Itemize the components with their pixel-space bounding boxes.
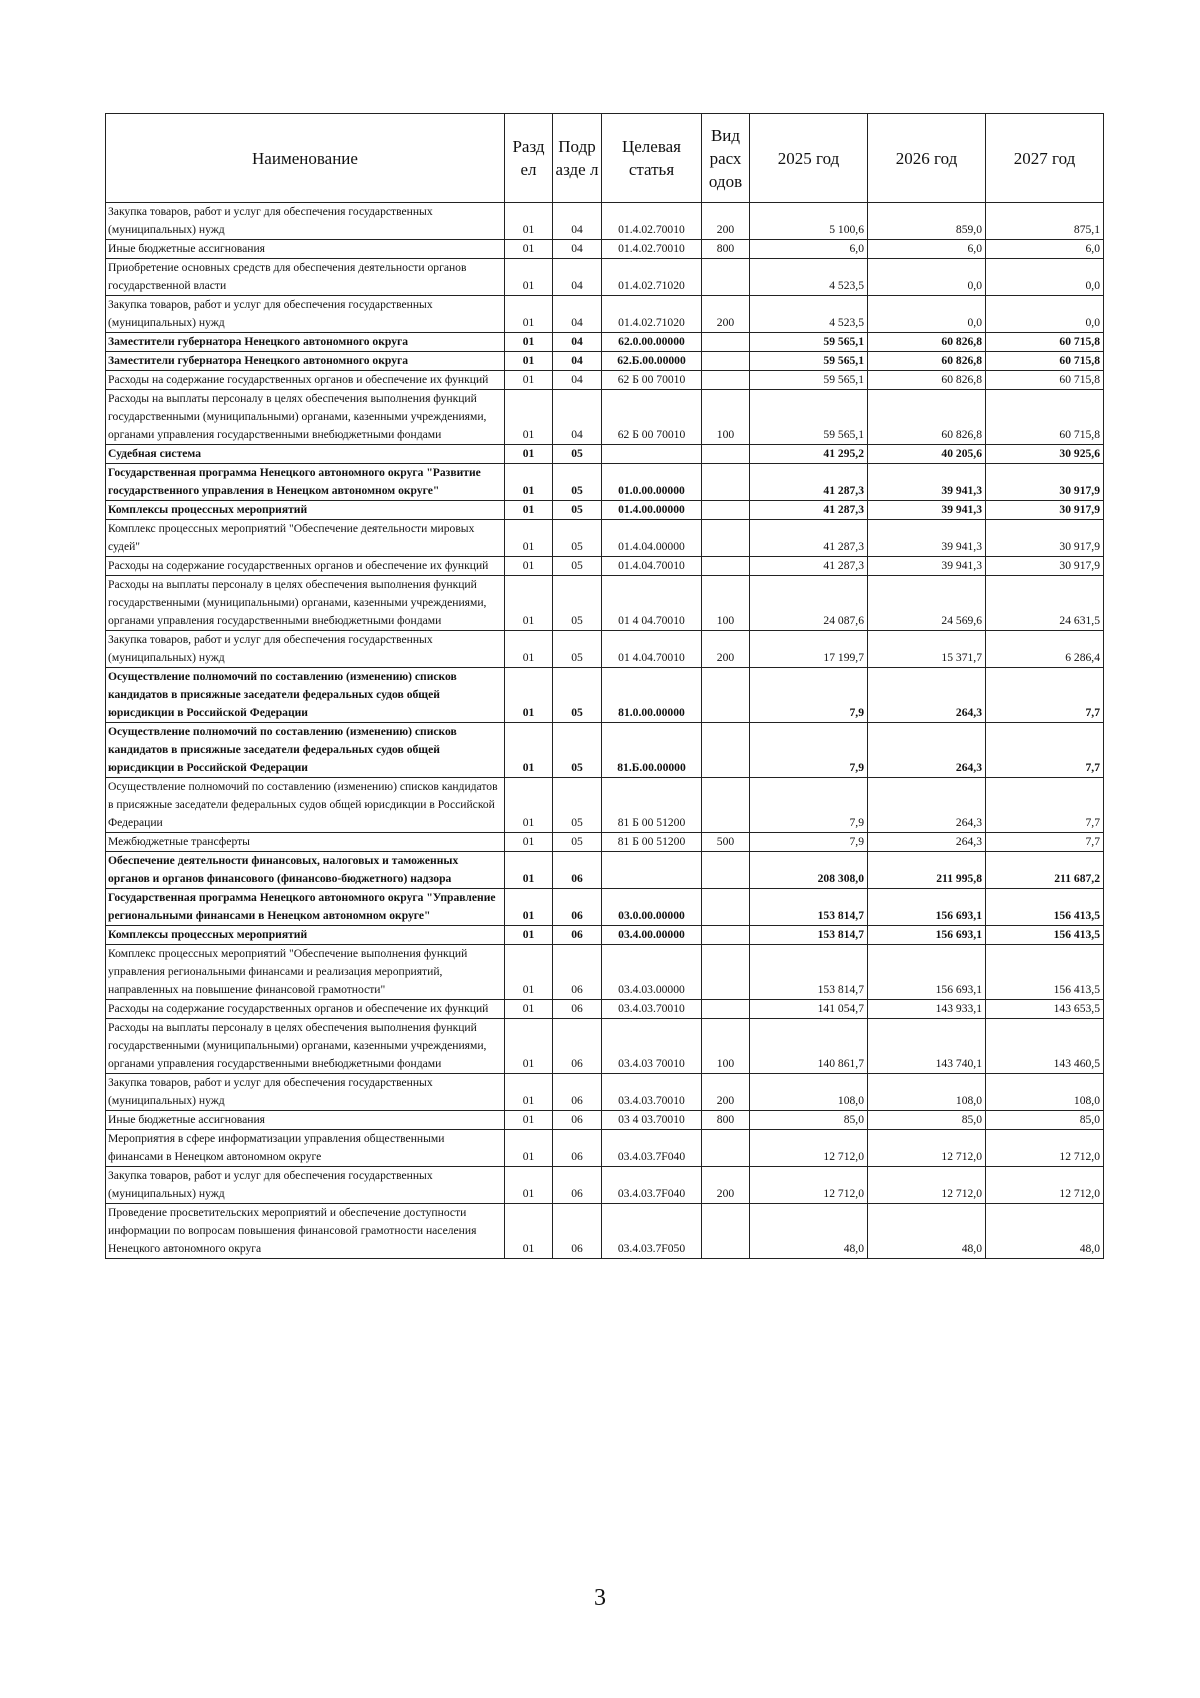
row-name: Проведение просветительских мероприятий и обеспечение доступности информации по вопросам повышения финансовой грамотности населения Ненецкого автономного округа [106,1204,505,1259]
row-value-2026: 264,3 [868,833,986,852]
row-subsection: 05 [553,833,602,852]
table-row [106,1167,1104,1204]
row-value-2025: 41 287,3 [750,501,868,520]
row-value-2027: 30 917,9 [986,501,1104,520]
row-kind [702,668,750,723]
header-2027: 2027 год [986,114,1104,203]
row-target: 03.4.03.7F040 [602,1167,702,1204]
table-row [106,833,1104,852]
row-subsection: 05 [553,501,602,520]
row-value-2026: 60 826,8 [868,390,986,445]
row-value-2027: 143 653,5 [986,1000,1104,1019]
header-kind: Вид расх одов [702,114,750,203]
row-kind: 100 [702,576,750,631]
row-target: 01 4.04.70010 [602,631,702,668]
row-target [602,852,702,889]
row-section: 01 [505,240,553,259]
header-section: Разд ел [505,114,553,203]
row-name: Расходы на содержание государственных органов и обеспечение их функций [106,371,505,390]
table-row [106,889,1104,926]
table-row [106,557,1104,576]
table-header-row [106,114,1104,203]
row-value-2025: 153 814,7 [750,926,868,945]
row-value-2025: 59 565,1 [750,352,868,371]
row-name: Комплексы процессных мероприятий [106,926,505,945]
row-subsection: 06 [553,1204,602,1259]
row-section: 01 [505,631,553,668]
row-subsection: 04 [553,296,602,333]
row-target: 01.4.04.00000 [602,520,702,557]
row-kind: 200 [702,203,750,240]
row-kind: 800 [702,1111,750,1130]
row-value-2026: 12 712,0 [868,1167,986,1204]
table-row [106,778,1104,833]
row-section: 01 [505,501,553,520]
row-section: 01 [505,203,553,240]
row-kind: 500 [702,833,750,852]
table-row [106,520,1104,557]
row-value-2025: 108,0 [750,1074,868,1111]
row-target: 03.4.03 70010 [602,1019,702,1074]
row-value-2027: 875,1 [986,203,1104,240]
row-section: 01 [505,557,553,576]
row-value-2025: 41 287,3 [750,464,868,501]
row-subsection: 06 [553,889,602,926]
row-subsection: 06 [553,1000,602,1019]
row-value-2027: 12 712,0 [986,1167,1104,1204]
row-value-2026: 156 693,1 [868,889,986,926]
row-target: 01.4.02.70010 [602,203,702,240]
row-value-2027: 60 715,8 [986,333,1104,352]
table-row [106,1074,1104,1111]
table-row [106,296,1104,333]
row-section: 01 [505,668,553,723]
row-kind [702,1130,750,1167]
row-name: Комплексы процессных мероприятий [106,501,505,520]
row-value-2027: 24 631,5 [986,576,1104,631]
row-value-2025: 48,0 [750,1204,868,1259]
row-target: 03.4.03.7F050 [602,1204,702,1259]
row-value-2026: 264,3 [868,668,986,723]
table-row [106,333,1104,352]
row-subsection: 06 [553,1074,602,1111]
row-kind [702,371,750,390]
table-row [106,352,1104,371]
row-kind [702,464,750,501]
table-row [106,1130,1104,1167]
row-value-2026: 60 826,8 [868,371,986,390]
row-value-2027: 30 917,9 [986,557,1104,576]
page-number: 3 [594,1585,606,1611]
row-name: Судебная система [106,445,505,464]
row-name: Заместители губернатора Ненецкого автономного округа [106,333,505,352]
row-target: 03.4.03.00000 [602,945,702,1000]
row-section: 01 [505,296,553,333]
row-value-2027: 60 715,8 [986,390,1104,445]
row-value-2026: 0,0 [868,259,986,296]
row-target: 62.Б.00.00000 [602,352,702,371]
row-name: Иные бюджетные ассигнования [106,240,505,259]
row-value-2027: 30 917,9 [986,520,1104,557]
row-subsection: 04 [553,352,602,371]
row-subsection: 05 [553,576,602,631]
row-name: Закупка товаров, работ и услуг для обеспечения государственных (муниципальных) нужд [106,631,505,668]
row-kind [702,852,750,889]
table-row [106,445,1104,464]
row-name: Иные бюджетные ассигнования [106,1111,505,1130]
row-name: Расходы на выплаты персоналу в целях обеспечения выполнения функций государственными (муниципальными) органами, казенными учреждениями, органами управления государственными внебюджетными фондами [106,1019,505,1074]
row-value-2026: 12 712,0 [868,1130,986,1167]
row-subsection: 06 [553,1111,602,1130]
row-value-2026: 211 995,8 [868,852,986,889]
row-name: Осуществление полномочий по составлению (изменению) списков кандидатов в присяжные заседатели федеральных судов общей юрисдикции в Российской Федерации [106,723,505,778]
table-row [106,371,1104,390]
header-name: Наименование [106,114,505,203]
row-section: 01 [505,445,553,464]
row-value-2025: 140 861,7 [750,1019,868,1074]
row-value-2027: 108,0 [986,1074,1104,1111]
row-value-2027: 60 715,8 [986,352,1104,371]
row-name: Комплекс процессных мероприятий "Обеспечение выполнения функций управления региональными финансами и реализация мероприятий, направленных на повышение финансовой грамотности" [106,945,505,1000]
row-value-2027: 156 413,5 [986,926,1104,945]
row-section: 01 [505,1111,553,1130]
row-value-2025: 59 565,1 [750,390,868,445]
row-value-2025: 59 565,1 [750,333,868,352]
row-value-2026: 24 569,6 [868,576,986,631]
row-subsection: 06 [553,1167,602,1204]
row-name: Расходы на выплаты персоналу в целях обеспечения выполнения функций государственными (муниципальными) органами, казенными учреждениями, органами управления государственными внебюджетными фондами [106,390,505,445]
row-kind [702,520,750,557]
row-value-2027: 7,7 [986,778,1104,833]
row-value-2025: 153 814,7 [750,945,868,1000]
row-value-2025: 12 712,0 [750,1167,868,1204]
row-value-2026: 6,0 [868,240,986,259]
row-value-2026: 15 371,7 [868,631,986,668]
row-value-2025: 7,9 [750,723,868,778]
row-subsection: 06 [553,945,602,1000]
row-value-2025: 5 100,6 [750,203,868,240]
row-value-2027: 156 413,5 [986,945,1104,1000]
row-subsection: 05 [553,520,602,557]
table-row [106,390,1104,445]
row-target: 81 Б 00 51200 [602,778,702,833]
row-value-2026: 156 693,1 [868,945,986,1000]
row-target: 01.4.02.71020 [602,296,702,333]
row-target: 03 4 03.70010 [602,1111,702,1130]
row-value-2025: 7,9 [750,833,868,852]
row-value-2025: 24 087,6 [750,576,868,631]
row-value-2025: 59 565,1 [750,371,868,390]
row-kind [702,723,750,778]
table-row [106,723,1104,778]
row-value-2025: 208 308,0 [750,852,868,889]
row-name: Мероприятия в сфере информатизации управления общественными финансами в Ненецком автономном округе [106,1130,505,1167]
row-value-2026: 40 205,6 [868,445,986,464]
table-row [106,501,1104,520]
row-name: Закупка товаров, работ и услуг для обеспечения государственных (муниципальных) нужд [106,1074,505,1111]
row-value-2026: 85,0 [868,1111,986,1130]
row-section: 01 [505,889,553,926]
row-kind [702,945,750,1000]
row-value-2027: 48,0 [986,1204,1104,1259]
row-value-2027: 60 715,8 [986,371,1104,390]
row-name: Закупка товаров, работ и услуг для обеспечения государственных (муниципальных) нужд [106,203,505,240]
row-kind [702,889,750,926]
row-value-2025: 141 054,7 [750,1000,868,1019]
table-row [106,1000,1104,1019]
table-row [106,464,1104,501]
row-value-2027: 6,0 [986,240,1104,259]
row-target: 62.0.00.00000 [602,333,702,352]
row-kind [702,557,750,576]
row-kind [702,445,750,464]
row-value-2026: 143 933,1 [868,1000,986,1019]
table-row [106,576,1104,631]
row-value-2025: 12 712,0 [750,1130,868,1167]
row-value-2027: 7,7 [986,833,1104,852]
row-subsection: 05 [553,668,602,723]
row-target: 81 Б 00 51200 [602,833,702,852]
row-subsection: 04 [553,371,602,390]
row-kind [702,333,750,352]
table-row [106,1111,1104,1130]
row-section: 01 [505,1000,553,1019]
row-kind: 200 [702,1074,750,1111]
row-kind [702,1000,750,1019]
row-value-2025: 85,0 [750,1111,868,1130]
row-value-2027: 156 413,5 [986,889,1104,926]
row-name: Государственная программа Ненецкого автономного округа "Развитие государственного управления в Ненецком автономном округе" [106,464,505,501]
row-name: Осуществление полномочий по составлению (изменению) списков кандидатов в присяжные заседатели федеральных судов общей юрисдикции в Российской Федерации [106,778,505,833]
row-value-2026: 156 693,1 [868,926,986,945]
row-name: Расходы на содержание государственных органов и обеспечение их функций [106,1000,505,1019]
row-section: 01 [505,945,553,1000]
row-value-2025: 41 287,3 [750,557,868,576]
header-subsection: Подр азде л [553,114,602,203]
row-name: Осуществление полномочий по составлению (изменению) списков кандидатов в присяжные заседатели федеральных судов общей юрисдикции в Российской Федерации [106,668,505,723]
row-kind: 200 [702,296,750,333]
row-target: 03.4.00.00000 [602,926,702,945]
row-section: 01 [505,1130,553,1167]
row-target: 01.4.02.70010 [602,240,702,259]
header-2026: 2026 год [868,114,986,203]
row-value-2027: 0,0 [986,296,1104,333]
table-row [106,259,1104,296]
row-value-2027: 30 925,6 [986,445,1104,464]
row-value-2026: 60 826,8 [868,333,986,352]
row-value-2027: 85,0 [986,1111,1104,1130]
header-target: Целевая статья [602,114,702,203]
row-kind [702,926,750,945]
row-name: Расходы на выплаты персоналу в целях обеспечения выполнения функций государственными (муниципальными) органами, казенными учреждениями, органами управления государственными внебюджетными фондами [106,576,505,631]
row-value-2027: 30 917,9 [986,464,1104,501]
row-section: 01 [505,371,553,390]
row-section: 01 [505,1167,553,1204]
row-subsection: 04 [553,203,602,240]
row-target [602,445,702,464]
row-value-2026: 859,0 [868,203,986,240]
row-kind [702,259,750,296]
row-kind: 200 [702,631,750,668]
table-row [106,203,1104,240]
row-value-2025: 7,9 [750,668,868,723]
row-section: 01 [505,1019,553,1074]
table-row [106,1204,1104,1259]
row-name: Межбюджетные трансферты [106,833,505,852]
row-section: 01 [505,464,553,501]
row-value-2026: 108,0 [868,1074,986,1111]
row-target: 62 Б 00 70010 [602,390,702,445]
row-target: 03.4.03.70010 [602,1000,702,1019]
row-target: 01.4.00.00000 [602,501,702,520]
row-value-2027: 7,7 [986,668,1104,723]
row-value-2027: 143 460,5 [986,1019,1104,1074]
budget-table [105,113,1104,1259]
row-subsection: 05 [553,723,602,778]
row-subsection: 06 [553,926,602,945]
row-kind: 800 [702,240,750,259]
row-section: 01 [505,352,553,371]
row-value-2027: 0,0 [986,259,1104,296]
header-2025: 2025 год [750,114,868,203]
row-value-2027: 6 286,4 [986,631,1104,668]
row-target: 62 Б 00 70010 [602,371,702,390]
row-value-2026: 0,0 [868,296,986,333]
row-section: 01 [505,1204,553,1259]
row-subsection: 06 [553,1019,602,1074]
table-row [106,668,1104,723]
row-subsection: 04 [553,333,602,352]
row-subsection: 06 [553,852,602,889]
row-subsection: 06 [553,1130,602,1167]
row-value-2025: 4 523,5 [750,259,868,296]
row-kind [702,501,750,520]
row-kind: 100 [702,1019,750,1074]
row-subsection: 04 [553,390,602,445]
row-name: Закупка товаров, работ и услуг для обеспечения государственных (муниципальных) нужд [106,296,505,333]
table-row [106,926,1104,945]
row-kind: 100 [702,390,750,445]
row-name: Расходы на содержание государственных органов и обеспечение их функций [106,557,505,576]
row-value-2026: 39 941,3 [868,557,986,576]
row-value-2025: 4 523,5 [750,296,868,333]
table-row [106,1019,1104,1074]
row-value-2026: 264,3 [868,723,986,778]
row-name: Заместители губернатора Ненецкого автономного округа [106,352,505,371]
row-name: Комплекс процессных мероприятий "Обеспечение деятельности мировых судей" [106,520,505,557]
row-target: 81.0.00.00000 [602,668,702,723]
row-value-2026: 60 826,8 [868,352,986,371]
row-kind [702,778,750,833]
row-value-2027: 211 687,2 [986,852,1104,889]
row-value-2026: 143 740,1 [868,1019,986,1074]
row-section: 01 [505,259,553,296]
row-section: 01 [505,852,553,889]
row-value-2027: 12 712,0 [986,1130,1104,1167]
row-value-2026: 48,0 [868,1204,986,1259]
row-value-2025: 6,0 [750,240,868,259]
row-subsection: 04 [553,259,602,296]
row-subsection: 05 [553,778,602,833]
row-name: Государственная программа Ненецкого автономного округа "Управление региональными финансами в Ненецком автономном округе" [106,889,505,926]
row-target: 01.0.00.00000 [602,464,702,501]
row-value-2025: 41 287,3 [750,520,868,557]
table-row [106,631,1104,668]
row-target: 01.4.02.71020 [602,259,702,296]
table-row [106,852,1104,889]
row-name: Обеспечение деятельности финансовых, налоговых и таможенных органов и органов финансового (финансово-бюджетного) надзора [106,852,505,889]
row-section: 01 [505,926,553,945]
row-value-2026: 264,3 [868,778,986,833]
row-subsection: 05 [553,631,602,668]
row-subsection: 05 [553,445,602,464]
row-target: 01.4.04.70010 [602,557,702,576]
row-kind: 200 [702,1167,750,1204]
row-target: 03.0.00.00000 [602,889,702,926]
row-target: 01 4 04.70010 [602,576,702,631]
row-subsection: 04 [553,240,602,259]
row-value-2025: 41 295,2 [750,445,868,464]
row-value-2026: 39 941,3 [868,501,986,520]
row-section: 01 [505,1074,553,1111]
row-section: 01 [505,576,553,631]
row-value-2027: 7,7 [986,723,1104,778]
row-value-2026: 39 941,3 [868,464,986,501]
row-subsection: 05 [553,557,602,576]
table-row [106,945,1104,1000]
row-kind [702,352,750,371]
row-section: 01 [505,333,553,352]
row-section: 01 [505,833,553,852]
row-target: 03.4.03.7F040 [602,1130,702,1167]
row-value-2026: 39 941,3 [868,520,986,557]
row-section: 01 [505,778,553,833]
row-section: 01 [505,390,553,445]
row-value-2025: 153 814,7 [750,889,868,926]
row-section: 01 [505,520,553,557]
row-name: Приобретение основных средств для обеспечения деятельности органов государственной власти [106,259,505,296]
row-name: Закупка товаров, работ и услуг для обеспечения государственных (муниципальных) нужд [106,1167,505,1204]
row-subsection: 05 [553,464,602,501]
row-value-2025: 7,9 [750,778,868,833]
row-value-2025: 17 199,7 [750,631,868,668]
row-target: 03.4.03.70010 [602,1074,702,1111]
table-row [106,240,1104,259]
row-kind [702,1204,750,1259]
row-target: 81.Б.00.00000 [602,723,702,778]
row-section: 01 [505,723,553,778]
